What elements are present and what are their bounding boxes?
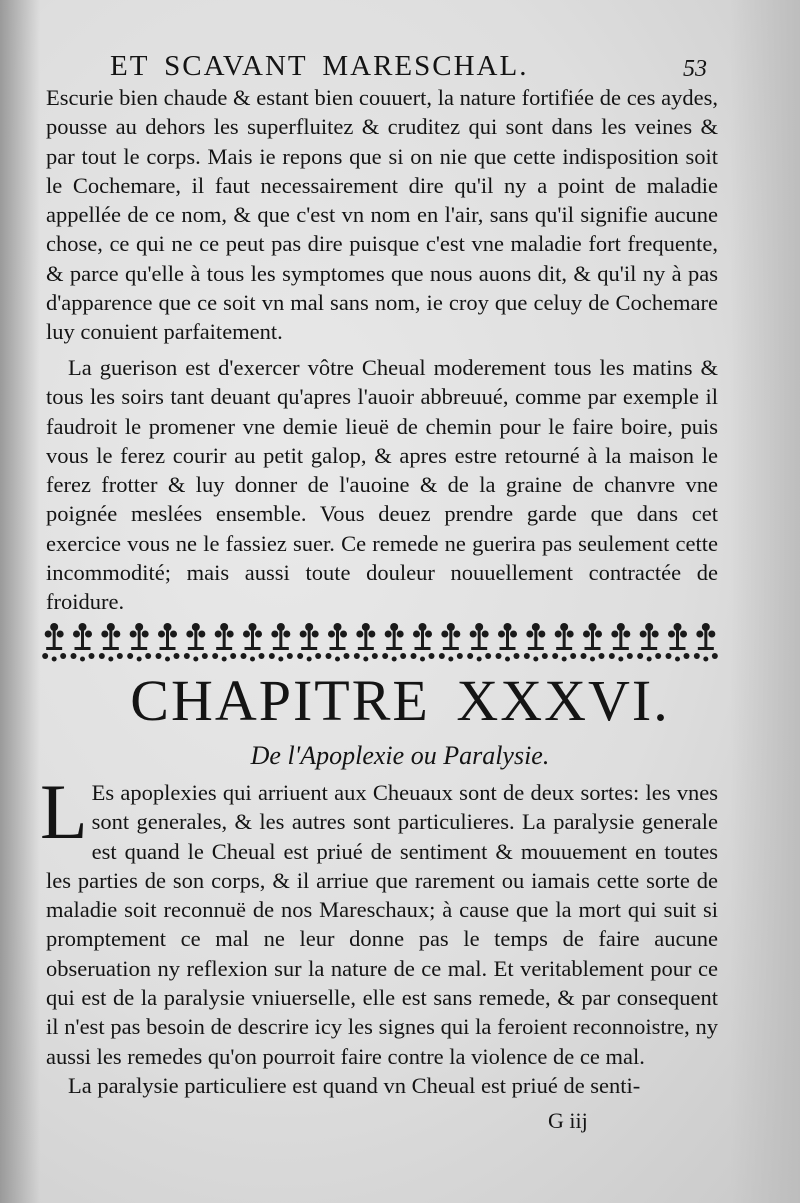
fleuron-icon	[581, 623, 605, 662]
chapter-paragraph-text: Es apoplexies qui arriuent aux Cheuaux sont de deux sortes: les vnes sont generales, & les autres sont particulieres. La paralysie generale est quand le Cheual est priué de sentiment & mouuement en toutes les parties de son corps, & il arriue que rarement ou iamais cette sorte de maladie soit reconnuë de nos Mareschaux; à cause que la mort qui suit si promptement ce mal ne leur donne pas le temps de faire aucune obseruation ny reflexion sur la nature de ce mal. Et veritablement pour ce qui est de la paralysie vniuerselle, elle est sans remede, & par consequent il n'est pas besoin de descrire icy les signes qui la feroient reconnoistre, ny aussi les remedes qu'on pourroit faire contre la violence de ce mal.	[46, 780, 718, 1069]
ornament-band	[40, 618, 720, 666]
paragraph-text: La guerison est d'exercer vôtre Cheual moderement tous les matins & tous les soirs tant deuant qu'apres l'auoir abbreuué, comme par exemple il faudroit le promener vne demie lieuë de chemin pour le faire boire, puis vous le ferez courir au petit galop, & apres estre retourné à la maison le ferez frotter & luy donner de l'auoine & de la graine de chanvre vne poignée meslées ensemble. Vous deuez prendre garde que dans cet exercice vous ne le fassiez suer. Ce remede ne guerira pas seulement cette incommodité; mais aussi toute douleur nouuellement contractée de froidure.	[46, 355, 718, 615]
chapter-subtitle: De l'Apoplexie ou Paralysie.	[250, 741, 550, 770]
page-number: 53	[683, 56, 707, 82]
fleuron-icon	[496, 623, 520, 662]
chapter-title: CHAPITRE XXXVI.	[130, 668, 670, 733]
fleuron-icon	[694, 623, 718, 662]
fleuron-icon	[99, 623, 123, 662]
signature-mark: G iij	[548, 1108, 588, 1133]
paragraph-guerison	[46, 353, 718, 617]
fleuron-icon	[666, 623, 690, 662]
running-title: ET SCAVANT MARESCHAL.	[110, 50, 529, 82]
fleuron-icon	[467, 623, 491, 662]
fleuron-icon	[42, 623, 66, 662]
fleuron-icon	[382, 623, 406, 662]
fleuron-icon	[411, 623, 435, 662]
paragraph-text: Escurie bien chaude & estant bien couuert, la nature fortifiée de ces aydes, pousse au dehors les superfluitez & cruditez qui sont dans les veines & par tout le corps. Mais ie repons que si on nie que cette indisposition soit le Cochemare, il faut necessairement dire qu'il ny a point de maladie appellée de ce nom, & que c'est vn nom en l'air, sans qu'il signifie aucune chose, ce qui ne ce peut pas dire puisque c'est vne maladie fort frequente, & parce qu'elle à tous les symptomes que nous auons dit, & qu'il ny à pas d'apparence que ce soit vn mal sans nom, ie croy que celuy de Cochemare luy conuient parfaitement.	[46, 85, 718, 345]
fleuron-icon	[552, 623, 576, 662]
chapter-paragraph-2: La paralysie particuliere est quand vn Cheual est priué de senti-	[68, 1072, 641, 1098]
fleuron-icon	[269, 623, 293, 662]
fleuron-icon	[71, 623, 95, 662]
fleuron-icon	[354, 623, 378, 662]
fleuron-icon	[637, 623, 661, 662]
paragraph-continuation	[46, 83, 718, 347]
fleuron-icon	[439, 623, 463, 662]
fleuron-icon	[326, 623, 350, 662]
fleuron-icon	[156, 623, 180, 662]
drop-cap: L	[40, 768, 88, 855]
fleuron-icon	[212, 623, 236, 662]
fleuron-icon	[241, 623, 265, 662]
chapter-paragraph	[40, 768, 718, 1071]
fleuron-icon	[524, 623, 548, 662]
fleuron-icon	[127, 623, 151, 662]
running-head	[0, 46, 800, 86]
fleuron-icon	[609, 623, 633, 662]
fleuron-icon	[297, 623, 321, 662]
fleuron-icon	[184, 623, 208, 662]
chapter-body	[40, 768, 718, 1100]
